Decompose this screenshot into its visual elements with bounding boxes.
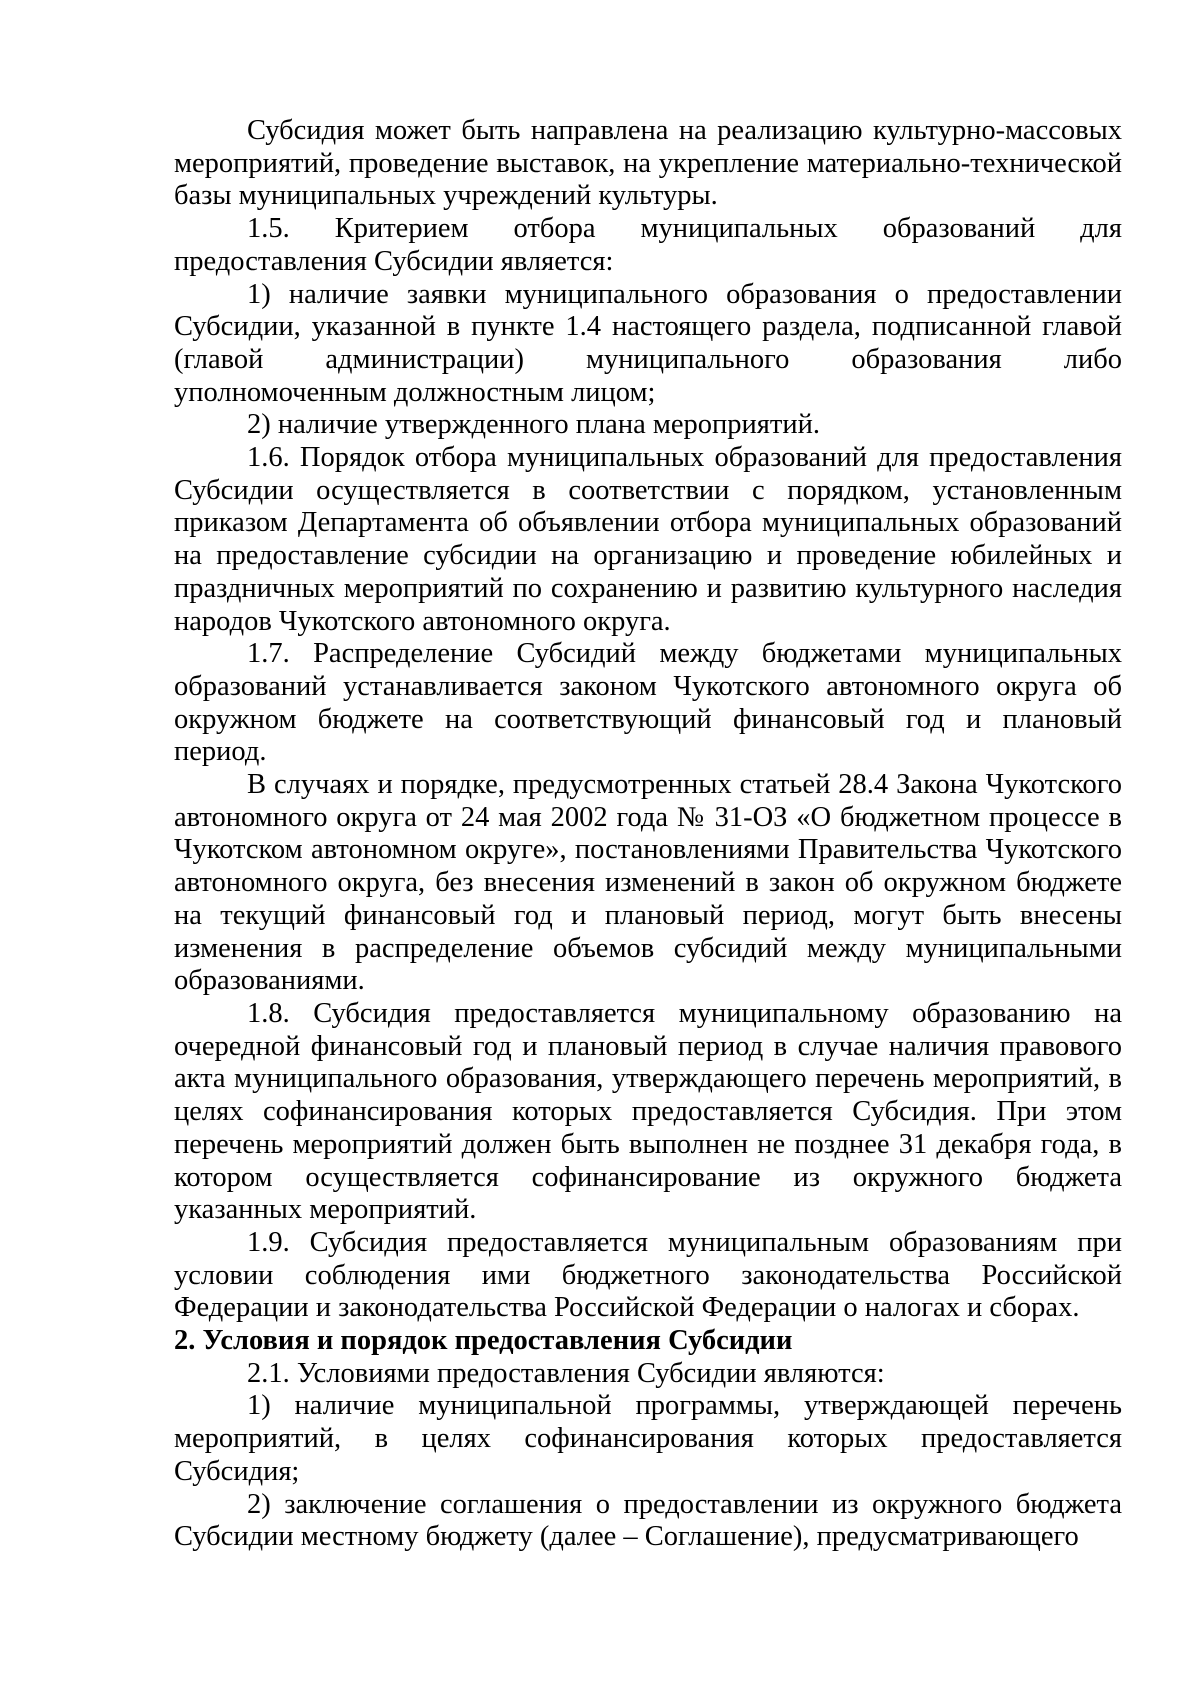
- paragraph-2-1: 2.1. Условиями предоставления Субсидии являются:: [247, 1357, 885, 1389]
- paragraph-2-1-item-2: 2) заключение соглашения о предоставлении из окружного бюджета Субсидии местному бюджету (далее – Соглашение), предусматривающего: [174, 1488, 1122, 1553]
- paragraph-2-1-item-1: 1) наличие муниципальной программы, утверждающей перечень мероприятий, в целях софинансирования которых предоставляется Субсидия;: [174, 1390, 1122, 1487]
- section-heading: 2. Условия и порядок предоставления Субсидии: [174, 1325, 793, 1357]
- paragraph-1-9: 1.9. Субсидия предоставляется муниципальным образованиям при условии соблюдения ими бюджетного законодательства Российской Федерации и законодательства Российской Федерации о налогах и сборах.: [174, 1226, 1122, 1324]
- paragraph-1-5-item-2: 2) наличие утвержденного плана мероприятий.: [247, 409, 820, 441]
- paragraph-1-5-item-1: 1) наличие заявки муниципального образования о предоставлении Субсидии, указанной в пункте 1.4 настоящего раздела, подписанной главой (главой администрации) муниципального образования либо уполномоченным должностным лицом;: [174, 278, 1122, 408]
- paragraph-1-6: 1.6. Порядок отбора муниципальных образований для предоставления Субсидии осуществляется в соответствии с порядком, установленным приказом Департамента об объявлении отбора муниципальных образований на предоставление субсидии на организацию и проведение юбилейных и праздничных мероприятий по сохранению и развитию культурного наследия народов Чукотского автономного округа.: [174, 442, 1122, 637]
- paragraph-subsidy-purpose: Субсидия может быть направлена на реализацию культурно-массовых мероприятий, проведение выставок, на укрепление материально-технической базы муниципальных учреждений культуры.: [174, 115, 1122, 212]
- paragraph-1-8: 1.8. Субсидия предоставляется муниципальному образованию на очередной финансовый год и плановый период в случае наличия правового акта муниципального образования, утверждающего перечень мероприятий, в целях софинансирования которых предоставляется Субсидия. При этом перечень мероприятий должен быть выполнен не позднее 31 декабря года, в котором осуществляется софинансирование из окружного бюджета указанных мероприятий.: [174, 997, 1122, 1226]
- paragraph-1-7: 1.7. Распределение Субсидий между бюджетами муниципальных образований устанавливается законом Чукотского автономного округа об окружном бюджете на соответствующий финансовый год и плановый период.: [174, 638, 1122, 768]
- paragraph-1-7-cases: В случаях и порядке, предусмотренных статьей 28.4 Закона Чукотского автономного округа от 24 мая 2002 года № 31-ОЗ «О бюджетном процессе в Чукотском автономном округе», постановлениями Правительства Чукотского автономного округа, без внесения изменений в закон об окружном бюджете на текущий финансовый год и плановый период, могут быть внесены изменения в распределение объемов субсидий между муниципальными образованиями.: [174, 769, 1122, 997]
- document-body: [174, 115, 1122, 1554]
- paragraph-1-5: 1.5. Критерием отбора муниципальных образований для предоставления Субсидии является:: [174, 213, 1122, 277]
